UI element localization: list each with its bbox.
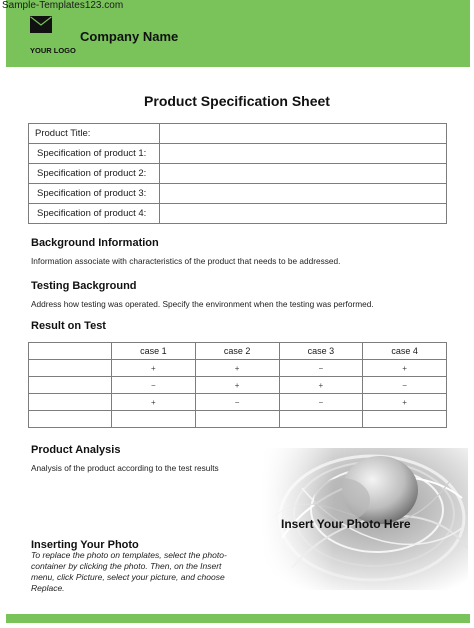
table-cell[interactable]: [363, 411, 447, 428]
table-cell[interactable]: +: [195, 377, 279, 394]
testing-heading: Testing Background: [31, 280, 137, 292]
envelope-icon: [30, 16, 52, 33]
table-cell[interactable]: +: [112, 360, 196, 377]
document-title: Product Specification Sheet: [144, 93, 330, 109]
table-cell[interactable]: +: [279, 377, 363, 394]
table-cell[interactable]: −: [195, 394, 279, 411]
analysis-text: Analysis of the product according to the test results: [31, 463, 219, 473]
column-header: case 4: [363, 343, 447, 360]
table-cell[interactable]: −: [279, 360, 363, 377]
table-cell[interactable]: [279, 411, 363, 428]
spec-label: Specification of product 1:: [29, 144, 160, 164]
table-cell[interactable]: [29, 377, 112, 394]
watermark: Sample-Templates123.com: [2, 0, 124, 11]
spec-label: Specification of product 4:: [29, 204, 160, 224]
spec-value-cell[interactable]: [160, 164, 447, 184]
logo: [30, 16, 78, 58]
table-row: [29, 377, 447, 394]
footer-bar: [6, 614, 470, 623]
table-row: [29, 124, 447, 144]
column-header: case 2: [195, 343, 279, 360]
table-row: [29, 184, 447, 204]
spec-value-cell[interactable]: [160, 124, 447, 144]
spec-value-cell[interactable]: [160, 144, 447, 164]
table-row: [29, 204, 447, 224]
photo-instructions: To replace the photo on templates, select the photo-container by clicking the photo. Then, on the Insert menu, click Picture, select your picture, and choose Replace.: [31, 550, 227, 593]
results-table: [28, 342, 447, 428]
table-cell[interactable]: [29, 394, 112, 411]
specification-table: [28, 123, 447, 224]
testing-text: Address how testing was operated. Specify the environment when the testing was performed.: [31, 299, 374, 309]
spec-label: Product Title:: [29, 124, 160, 144]
table-cell[interactable]: [112, 411, 196, 428]
spec-label: Specification of product 2:: [29, 164, 160, 184]
table-header-row: [29, 343, 447, 360]
column-header: case 1: [112, 343, 196, 360]
table-row: [29, 394, 447, 411]
table-cell[interactable]: [195, 411, 279, 428]
table-cell[interactable]: +: [363, 394, 447, 411]
table-cell[interactable]: −: [279, 394, 363, 411]
column-header: case 3: [279, 343, 363, 360]
table-cell[interactable]: +: [112, 394, 196, 411]
photo-placeholder-label: Insert Your Photo Here: [281, 517, 411, 531]
table-row: [29, 411, 447, 428]
spec-label: Specification of product 3:: [29, 184, 160, 204]
table-cell[interactable]: +: [195, 360, 279, 377]
company-name: Company Name: [80, 29, 179, 44]
table-row: [29, 164, 447, 184]
results-heading: Result on Test: [31, 320, 106, 332]
table-cell[interactable]: −: [112, 377, 196, 394]
background-heading: Background Information: [31, 237, 159, 249]
table-row: [29, 360, 447, 377]
logo-text: YOUR LOGO: [30, 46, 76, 55]
table-cell[interactable]: [29, 411, 112, 428]
table-row: [29, 144, 447, 164]
table-cell[interactable]: +: [363, 360, 447, 377]
spec-value-cell[interactable]: [160, 204, 447, 224]
table-cell[interactable]: −: [363, 377, 447, 394]
photo-heading: Inserting Your Photo: [31, 539, 139, 551]
background-text: Information associate with characteristics of the product that needs to be addressed.: [31, 256, 341, 266]
analysis-heading: Product Analysis: [31, 444, 121, 456]
spec-value-cell[interactable]: [160, 184, 447, 204]
column-header: [29, 343, 112, 360]
table-cell[interactable]: [29, 360, 112, 377]
